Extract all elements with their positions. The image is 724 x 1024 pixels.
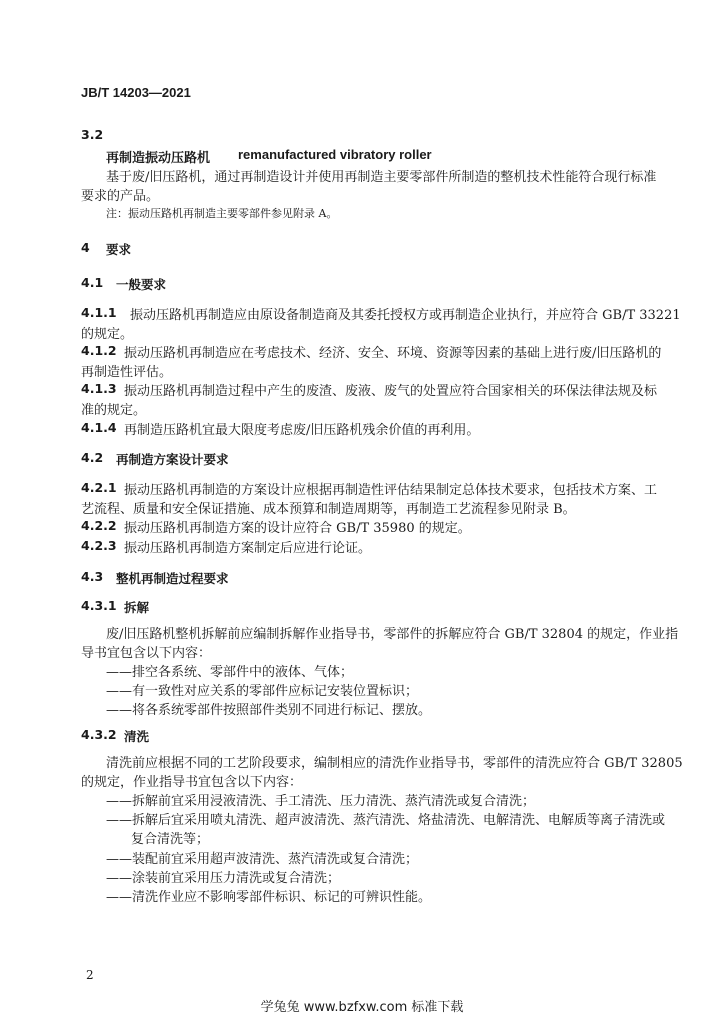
paragraph-line: 的规定，作业指导书宜包含以下内容： [81,775,303,790]
list-item: ——排空各系统、零部件中的液体、气体； [106,665,354,680]
clause-text: 再制造性评估。 [81,365,173,380]
clause-number: 4.1.1 [81,305,117,320]
list-item: ——拆解后宜采用喷丸清洗、超声波清洗、蒸汽清洗、烙盐清洗、电解清洗、电解质等离子清洗或 [106,813,666,828]
paragraph-line: 清洗前应根据不同的工艺阶段要求，编制相应的清洗作业指导书，零部件的清洗应符合 GB/T 32805 [106,756,683,771]
clause-number: 4.3.2 [81,727,117,742]
list-item-continuation: 复合清洗等； [131,832,210,847]
clause-text: 准的规定。 [81,403,147,418]
section-title: 整机再制造过程要求 [116,571,229,586]
section-number: 4.1 [81,275,104,290]
clause-text: 振动压路机再制造应由原设备制造商及其委托授权方或再制造企业执行，并应符合 GB/T 33221 [130,308,681,323]
clause-number: 4.2.2 [81,518,117,533]
clause-number: 4.1.3 [81,381,117,396]
paragraph-line: 废/旧压路机整机拆解前应编制拆解作业指导书，零部件的拆解应符合 GB/T 32804 的规定，作业指 [106,627,679,642]
document-code: JB/T 14203—2021 [81,85,191,100]
list-item: ——将各系统零部件按照部件类别不同进行标记、摆放。 [106,703,432,718]
clause-text: 振动压路机再制造应在考虑技术、经济、安全、环境、资源等因素的基础上进行废/旧压路机的 [124,346,662,361]
list-item: ——清洗作业应不影响零部件标识、标记的可辨识性能。 [106,890,432,905]
paragraph-line: 导书宜包含以下内容： [81,646,212,661]
section-title: 要求 [106,242,132,257]
clause-text: 振动压路机再制造的方案设计应根据再制造性评估结果制定总体技术要求，包括技术方案、工 [124,483,658,498]
list-item: ——有一致性对应关系的零部件应标记安装位置标识； [106,684,419,699]
clause-number: 4.3.1 [81,598,117,613]
section-title: 一般要求 [116,277,167,292]
definition-line: 基于废/旧压路机，通过再制造设计并使用再制造主要零部件所制造的整机技术性能符合现行标准 [106,170,657,185]
section-number: 4.3 [81,569,104,584]
list-item: ——拆解前宜采用浸液清洗、手工清洗、压力清洗、蒸汽清洗或复合清洗； [106,794,536,809]
clause-text: 艺流程、质量和安全保证措施、成本预算和制造周期等，再制造工艺流程参见附录 B。 [81,502,576,517]
definition-line: 要求的产品。 [81,189,160,204]
clause-number: 4.1.2 [81,343,117,358]
clause-text: 再制造压路机宜最大限度考虑废/旧压路机残余价值的再利用。 [124,423,480,438]
clause-number: 4.2.1 [81,480,117,495]
watermark-footer: 学兔兔 www.bzfxw.com 标准下载 [260,1000,464,1015]
section-number: 4.2 [81,450,104,465]
term-english: remanufactured vibratory roller [238,147,432,162]
term-chinese: 再制造振动压路机 [106,151,211,166]
page-number: 2 [86,968,94,982]
clause-text: 的规定。 [81,327,134,342]
clause-number: 3.2 [81,127,104,142]
clause-number: 4.2.3 [81,538,117,553]
clause-text: 振动压路机再制造过程中产生的废渣、废液、废气的处置应符合国家相关的环保法律法规及标 [124,384,658,399]
clause-text: 振动压路机再制造方案制定后应进行论证。 [124,541,372,556]
note: 注：振动压路机再制造主要零部件参见附录 A。 [106,207,338,220]
section-number: 4 [81,240,90,255]
clause-text: 振动压路机再制造方案的设计应符合 GB/T 35980 的规定。 [124,521,471,536]
clause-number: 4.1.4 [81,420,117,435]
clause-title: 拆解 [124,600,150,615]
clause-title: 清洗 [124,729,150,744]
section-title: 再制造方案设计要求 [116,452,229,467]
list-item: ——涂装前宜采用压力清洗或复合清洗； [106,871,341,886]
list-item: ——装配前宜采用超声波清洗、蒸汽清洗或复合清洗； [106,852,419,867]
